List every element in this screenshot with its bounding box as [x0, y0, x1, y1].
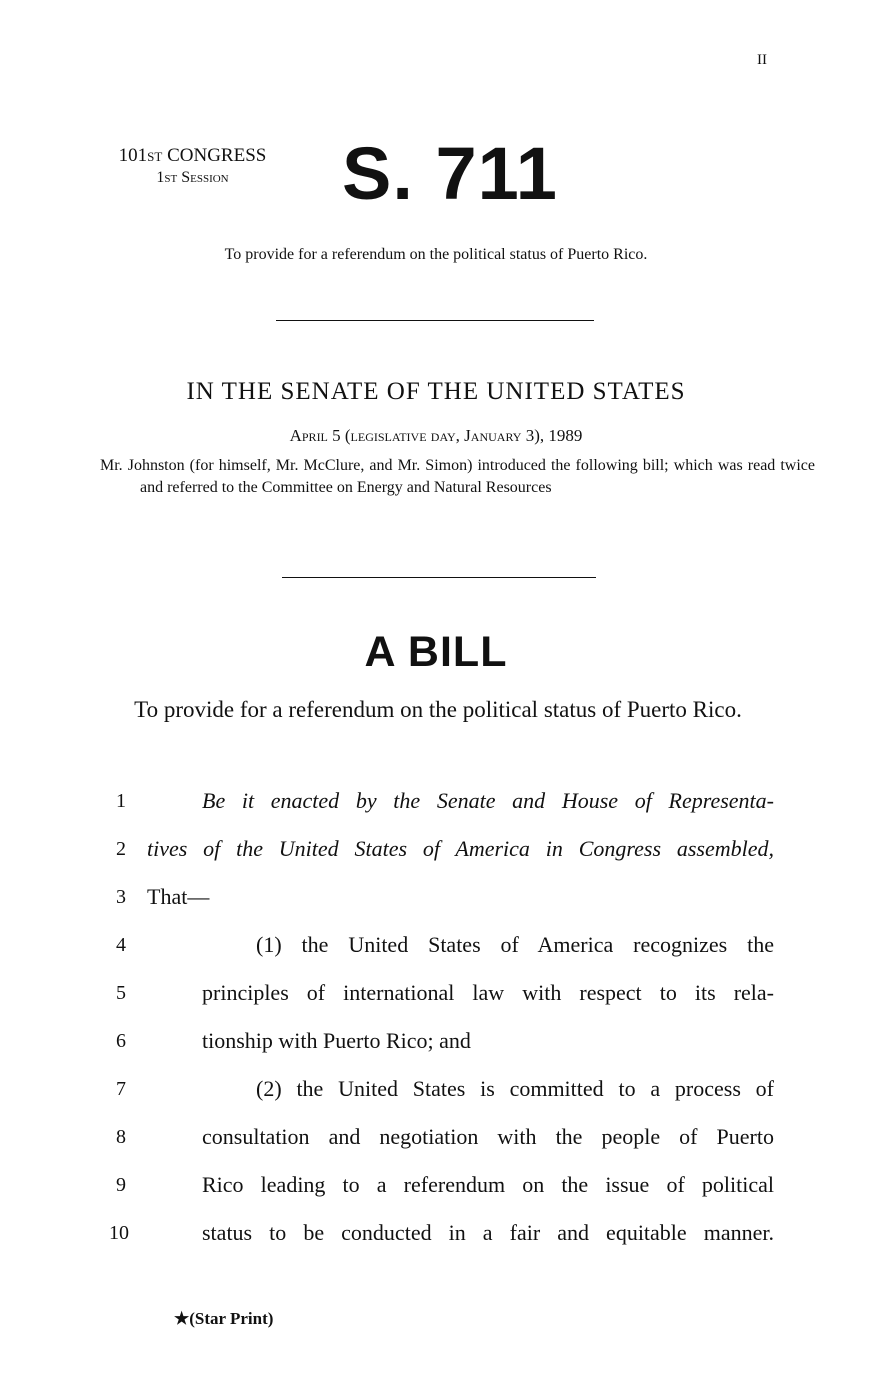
divider-top — [276, 320, 594, 321]
bill-text-line: Rico leading to a referendum on the issue of political — [202, 1172, 774, 1197]
bill-text-line: That— — [147, 884, 210, 909]
line-number: 1 — [116, 790, 126, 812]
congress-label: 101st CONGRESS — [118, 145, 267, 166]
congress-session-block — [100, 145, 285, 189]
bill-text-line: tives of the United States of America in Congress assembled, — [147, 836, 774, 861]
bill-text-line: (1) the United States of America recognizes the — [256, 932, 774, 957]
divider-bottom — [282, 577, 596, 578]
star-print-label: ★(Star Print) — [174, 1309, 274, 1328]
bill-heading: A BILL — [364, 628, 508, 676]
line-number: 4 — [116, 934, 126, 956]
session-label: 1st Session — [156, 169, 229, 186]
line-number: 10 — [109, 1222, 129, 1244]
line-number: 9 — [116, 1174, 126, 1196]
line-number: 3 — [116, 886, 126, 908]
line-number: 7 — [116, 1078, 126, 1100]
introduction-paragraph: Mr. Johnston (for himself, Mr. McClure, and Mr. Simon) introduced the following bill; which was read twice and referred to the Committee on Energy and Natural Resources — [100, 457, 815, 496]
bill-text-line: (2) the United States is committed to a process of — [256, 1076, 774, 1101]
bill-text-line: Be it enacted by the Senate and House of Representa- — [202, 788, 774, 813]
bill-text-line: principles of international law with respect to its rela- — [202, 980, 774, 1005]
chamber-heading: IN THE SENATE OF THE UNITED STATES — [186, 378, 686, 405]
bill-text-line: consultation and negotiation with the people of Puerto — [202, 1124, 774, 1149]
bill-text-line: status to be conducted in a fair and equitable manner. — [202, 1220, 774, 1245]
page-marker: II — [757, 52, 767, 68]
line-number: 6 — [116, 1030, 126, 1052]
date-line: April 5 (legislative day, January 3), 1989 — [289, 426, 583, 445]
short-title: To provide for a referendum on the political status of Puerto Rico. — [224, 246, 648, 263]
line-number: 5 — [116, 982, 126, 1004]
bill-number: S. 711 — [342, 132, 558, 215]
bill-text-line: tionship with Puerto Rico; and — [202, 1028, 471, 1053]
line-number: 2 — [116, 838, 126, 860]
long-title: To provide for a referendum on the political status of Puerto Rico. — [134, 697, 742, 722]
line-number: 8 — [116, 1126, 126, 1148]
